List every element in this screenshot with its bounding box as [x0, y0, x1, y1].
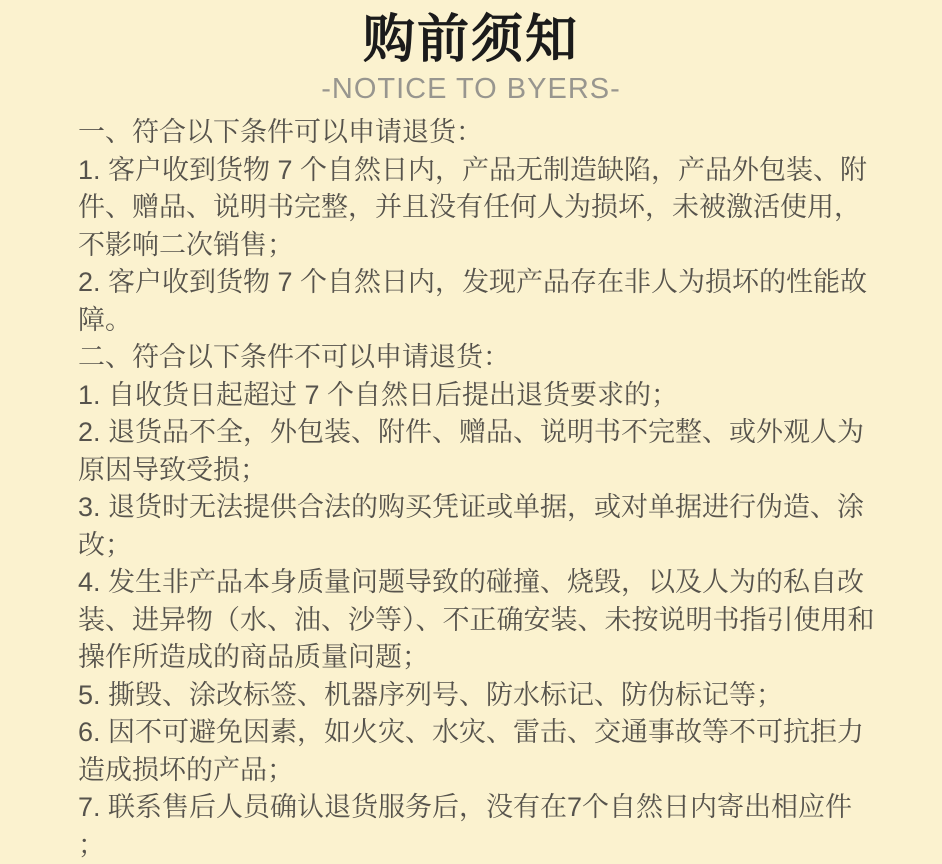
notice-section-heading-nonreturnable: 二、符合以下条件不可以申请退货：	[78, 342, 510, 372]
page-title: 购前须知	[362, 11, 579, 69]
notice-item-nonreturnable-4: 4. 发生非产品本身质量问题导致的碰撞、烧毁，以及人为的私自改装、进异物（水、油、沙等）、不正确安装、未按说明书指引使用和操作所造成的商品质量问题；	[78, 567, 875, 672]
notice-item-nonreturnable-6: 6. 因不可避免因素，如火灾、水灾、雷击、交通事故等不可抗拒力造成损坏的产品；	[78, 717, 865, 785]
notice-item-nonreturnable-2: 2. 退货品不全，外包装、附件、赠品、说明书不完整、或外观人为原因导致受损；	[78, 417, 865, 485]
notice-item-nonreturnable-3: 3. 退货时无法提供合法的购买凭证或单据，或对单据进行伪造、涂改；	[78, 492, 865, 560]
notice-body	[78, 114, 878, 864]
page-subtitle: -NOTICE TO BYERS-	[321, 73, 621, 105]
notice-item-nonreturnable-7: 7. 联系售后人员确认退货服务后，没有在7个自然日内寄出相应件；	[78, 792, 853, 860]
notice-item-returnable-1: 1. 客户收到货物 7 个自然日内，产品无制造缺陷，产品外包装、附件、赠品、说明书完整，并且没有任何人为损坏，未被激活使用，不影响二次销售；	[78, 154, 868, 260]
notice-item-nonreturnable-5: 5. 撕毁、涂改标签、机器序列号、防水标记、防伪标记等；	[78, 679, 784, 710]
notice-item-nonreturnable-1: 1. 自收货日起超过 7 个自然日后提出退货要求的；	[78, 379, 679, 410]
notice-section-heading-returnable: 一、符合以下条件可以申请退货：	[78, 117, 483, 147]
notice-item-returnable-2: 2. 客户收到货物 7 个自然日内，发现产品存在非人为损坏的性能故障。	[78, 267, 868, 335]
